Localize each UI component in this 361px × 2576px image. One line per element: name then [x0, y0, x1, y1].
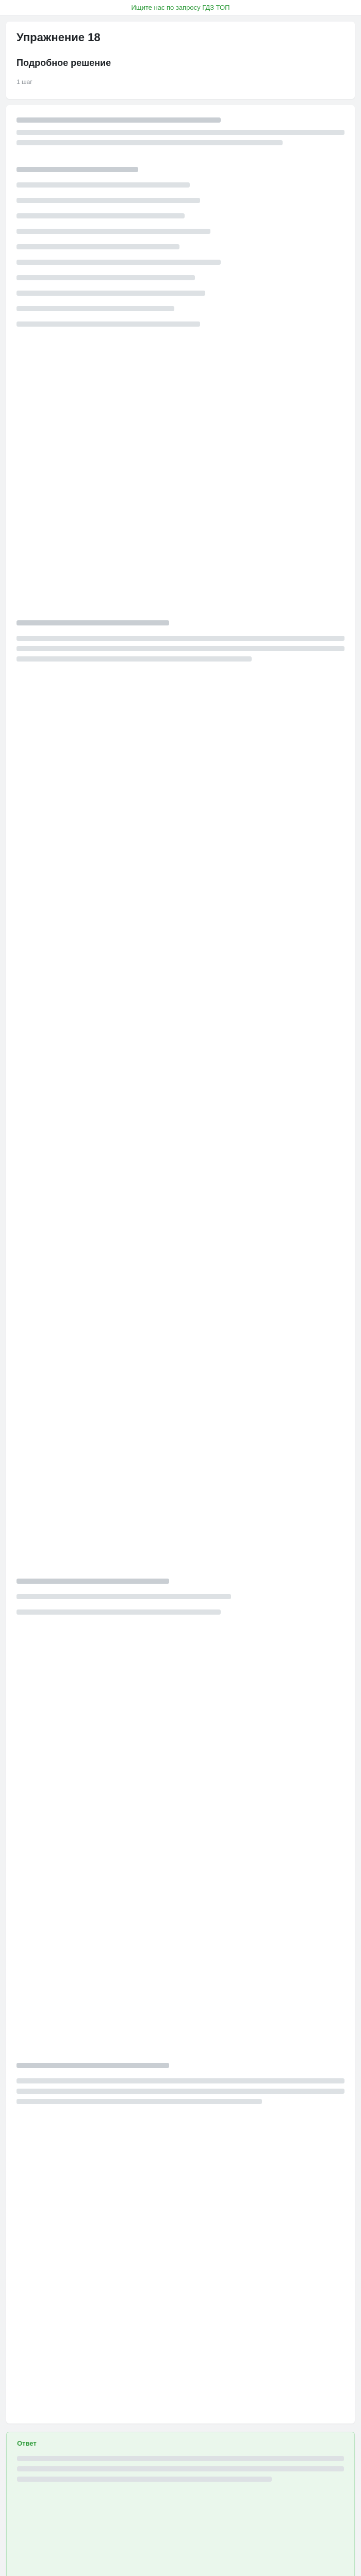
text-line — [17, 260, 221, 265]
text-line — [17, 2099, 262, 2104]
text-line — [17, 275, 195, 280]
text-line — [17, 182, 190, 188]
text-line — [17, 306, 174, 311]
answer-card — [6, 2432, 355, 2576]
text-line — [17, 646, 344, 651]
text-line — [17, 140, 283, 145]
answer-label: Ответ — [17, 2439, 37, 2447]
text-line — [17, 636, 344, 641]
text-line — [17, 2477, 272, 2482]
text-line — [17, 2063, 169, 2068]
text-line — [17, 321, 200, 327]
text-line — [17, 1594, 231, 1599]
text-line — [17, 130, 344, 135]
text-line — [17, 291, 205, 296]
text-line — [17, 117, 221, 123]
text-line — [17, 1609, 221, 1615]
exercise-title: Упражнение 18 — [17, 31, 101, 44]
text-line — [17, 198, 200, 203]
text-line — [17, 656, 252, 662]
text-line — [17, 167, 138, 172]
text-line — [17, 2456, 344, 2461]
text-line — [17, 213, 185, 218]
text-line — [17, 1579, 169, 1584]
solution-subtitle: Подробное решение — [17, 58, 111, 68]
top-search-link[interactable]: Ищите нас по запросу ГДЗ ТОП — [0, 0, 361, 16]
text-line — [17, 2078, 344, 2083]
text-line — [17, 620, 169, 625]
text-line — [17, 229, 210, 234]
text-line — [17, 2466, 344, 2471]
text-line — [17, 2089, 344, 2094]
solution-header-card — [6, 22, 355, 99]
solution-body — [6, 105, 355, 2424]
text-line — [17, 244, 179, 249]
step-label: 1 шаг — [17, 78, 32, 86]
